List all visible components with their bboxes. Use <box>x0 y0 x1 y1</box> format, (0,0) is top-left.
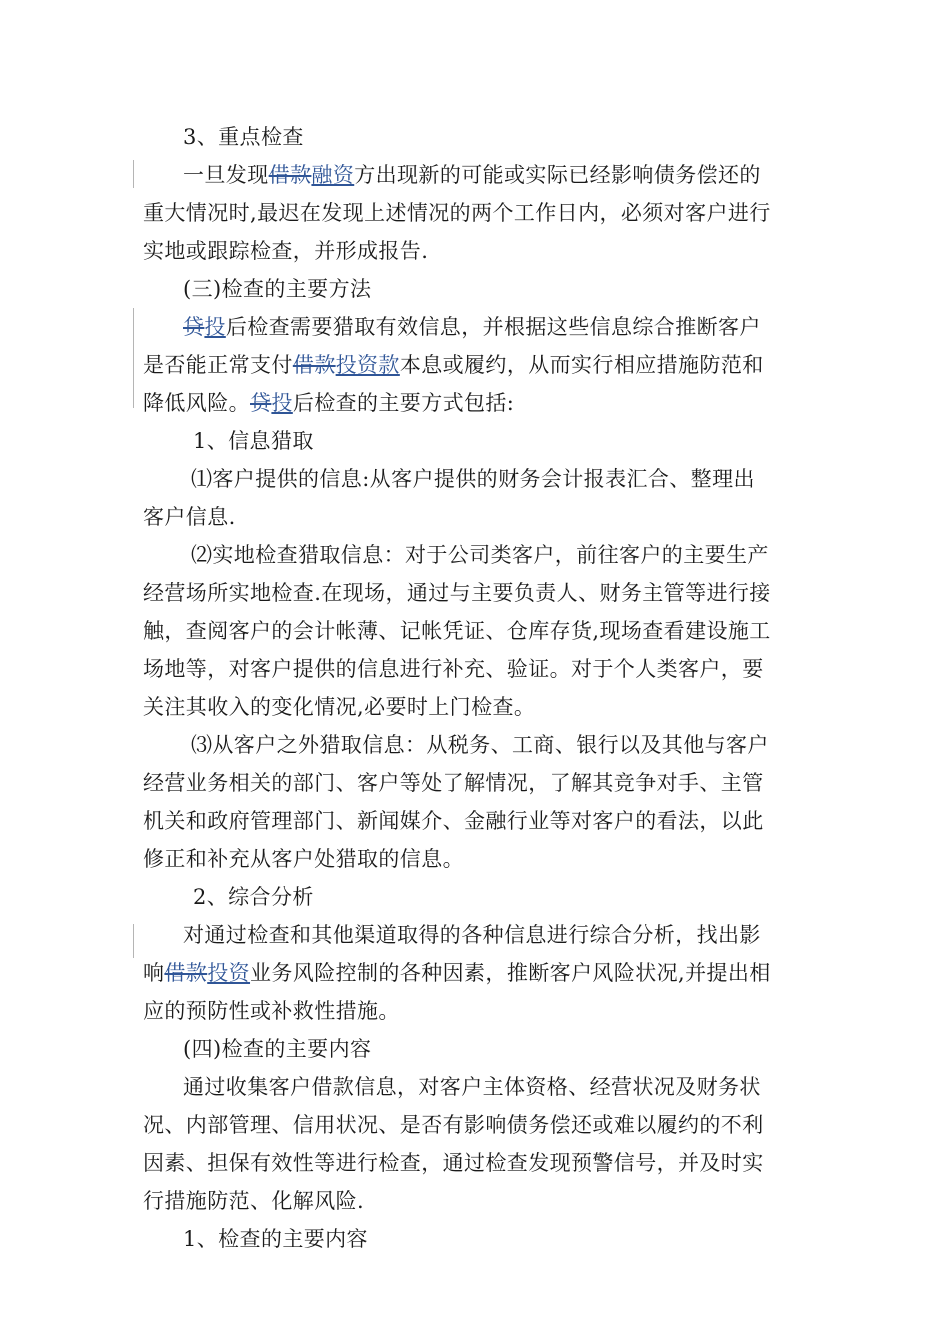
subheading: 3、重点检查 <box>183 125 304 149</box>
deleted-text: 借款 <box>268 163 312 187</box>
paragraph-line: ⑵实地检查猎取信息：对于公司类客户，前往客户的主要生产 <box>191 543 769 567</box>
paragraph-line: ⑶从客户之外猎取信息：从税务、工商、银行以及其他与客户 <box>191 733 769 757</box>
inserted-text: 投资款 <box>335 353 400 377</box>
paragraph-line: 重大情况时,最迟在发现上述情况的两个工作日内，必须对客户进行 <box>143 201 771 225</box>
revision-bar <box>133 924 134 958</box>
section-heading: (三)检查的主要方法 <box>183 277 372 301</box>
section-heading: (四)检查的主要内容 <box>183 1037 372 1061</box>
paragraph-line: 况、内部管理、信用状况、是否有影响债务偿还或难以履约的不利 <box>143 1113 764 1137</box>
subheading: 1、检查的主要内容 <box>183 1227 368 1251</box>
paragraph-line: 机关和政府管理部门、新闻媒介、金融行业等对客户的看法，以此 <box>143 809 764 833</box>
paragraph-line: 场地等，对客户提供的信息进行补充、验证。对于个人类客户，要 <box>143 657 764 681</box>
subheading: 1、信息猎取 <box>193 429 314 453</box>
paragraph-line: 关注其收入的变化情况,必要时上门检查。 <box>143 695 536 719</box>
revision-bar <box>133 160 134 188</box>
paragraph-line: 经营业务相关的部门、客户等处了解情况，了解其竞争对手、主管 <box>143 771 764 795</box>
paragraph-line: 降低风险。贷投后检查的主要方式包括: <box>143 391 515 415</box>
paragraph-line: 是否能正常支付借款投资款本息或履约，从而实行相应措施防范和 <box>143 353 764 377</box>
inserted-text: 投 <box>271 391 293 415</box>
inserted-text: 投 <box>204 315 226 339</box>
deleted-text: 借款 <box>292 353 336 377</box>
paragraph-line: 应的预防性或补救性措施。 <box>143 999 400 1023</box>
subheading: 2、综合分析 <box>193 885 314 909</box>
paragraph-line: ⑴客户提供的信息:从客户提供的财务会计报表汇合、整理出 <box>191 467 755 491</box>
paragraph-line: 客户信息. <box>143 505 236 529</box>
paragraph-line: 实地或跟踪检查，并形成报告. <box>143 239 429 263</box>
inserted-text: 投资 <box>207 961 251 985</box>
deleted-text: 贷 <box>183 315 205 339</box>
document-body <box>143 118 808 1258</box>
paragraph-line: 对通过检查和其他渠道取得的各种信息进行综合分析，找出影 <box>183 923 761 947</box>
paragraph-line: 触，查阅客户的会计帐薄、记帐凭证、仓库存货,现场查看建设施工 <box>143 619 771 643</box>
inserted-text: 融资 <box>311 163 355 187</box>
paragraph-line: 经营场所实地检查.在现场，通过与主要负责人、财务主管等进行接 <box>143 581 771 605</box>
deleted-text: 借款 <box>164 961 208 985</box>
paragraph-line: 修正和补充从客户处猎取的信息。 <box>143 847 464 871</box>
paragraph-line: 一旦发现借款融资方出现新的可能或实际已经影响债务偿还的 <box>183 163 761 187</box>
paragraph-line: 响借款投资业务风险控制的各种因素，推断客户风险状况,并提出相 <box>143 961 771 985</box>
paragraph-line: 贷投后检查需要猎取有效信息，并根据这些信息综合推断客户 <box>183 315 761 339</box>
paragraph-line: 通过收集客户借款信息，对客户主体资格、经营状况及财务状 <box>183 1075 761 1099</box>
paragraph-line: 行措施防范、化解风险. <box>143 1189 365 1213</box>
revision-bar <box>133 308 134 408</box>
deleted-text: 贷 <box>250 391 272 415</box>
paragraph-line: 因素、担保有效性等进行检查，通过检查发现预警信号，并及时实 <box>143 1151 764 1175</box>
